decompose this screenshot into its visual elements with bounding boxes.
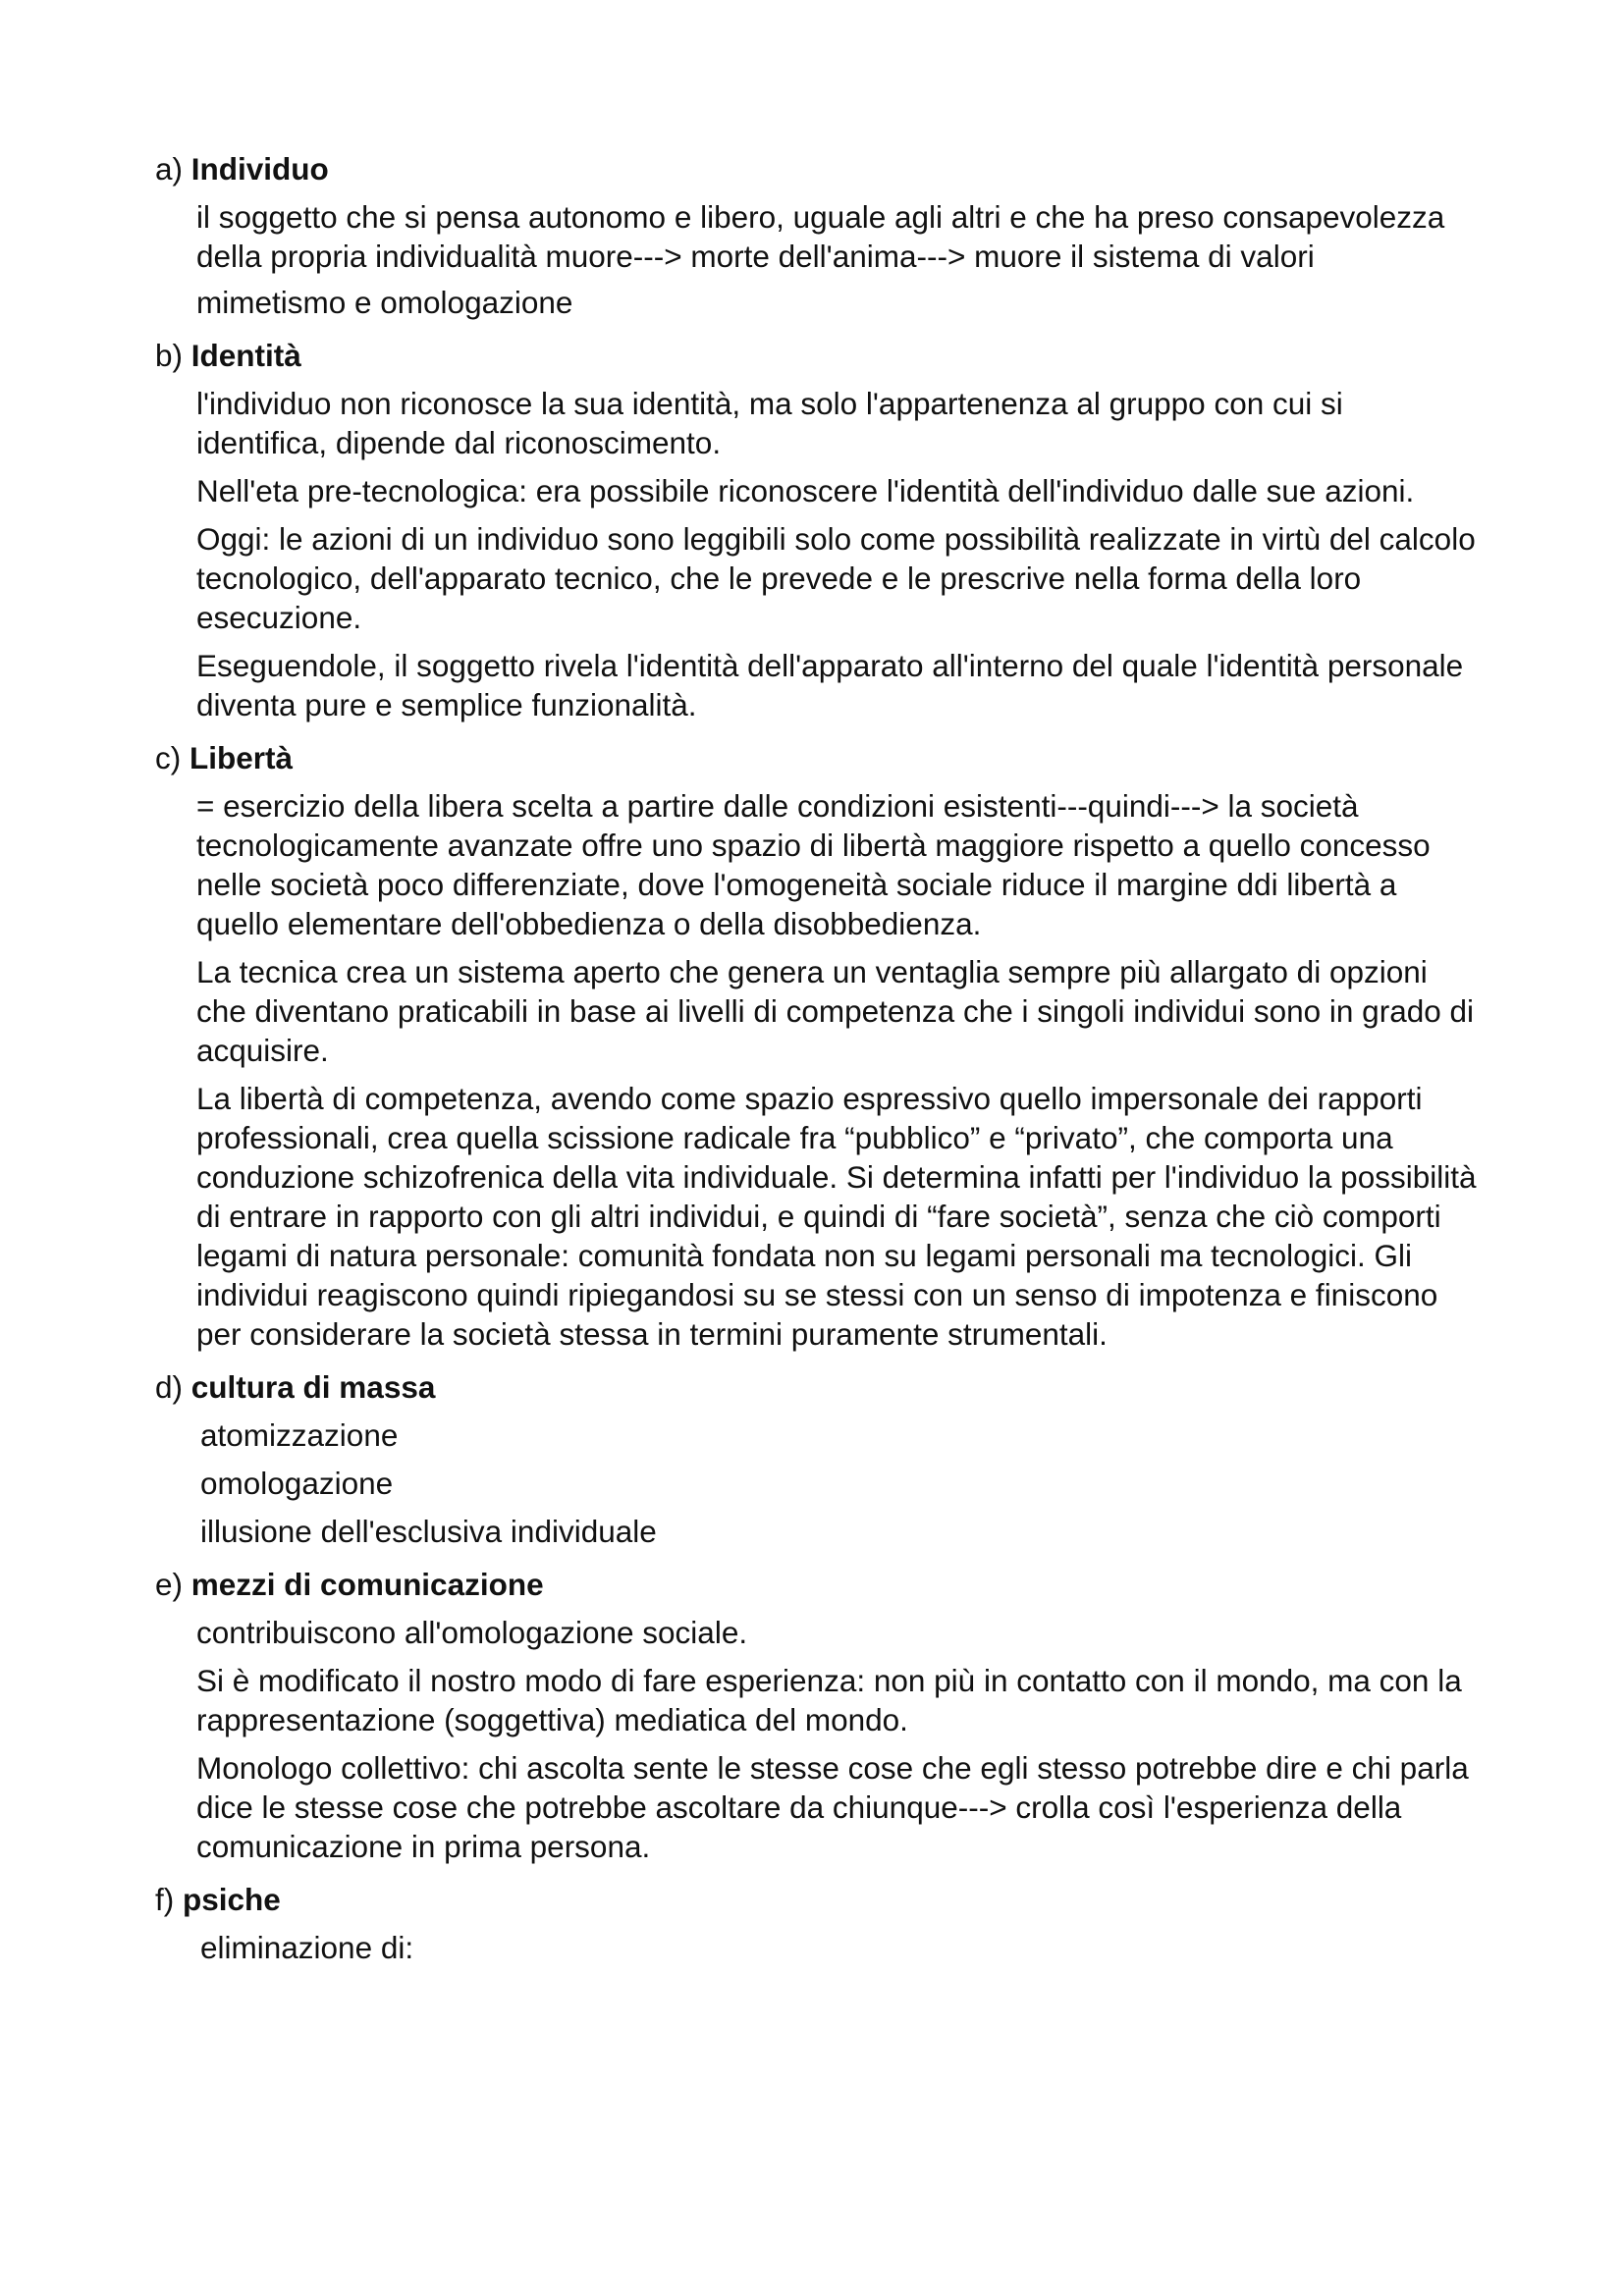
section-letter: c) (155, 740, 182, 775)
section-title: Identità (190, 338, 301, 373)
paragraph: Eseguendole, il soggetto rivela l'identità dell'apparato all'interno del quale l'identità personale diventa pure e semplice funzionalità. (196, 648, 1464, 722)
section-liberta (155, 738, 1481, 1354)
section-letter: e) (155, 1567, 184, 1602)
list-item: illusione dell'esclusiva individuale (200, 1514, 657, 1549)
section-heading (155, 1367, 1481, 1407)
paragraph: La tecnica crea un sistema aperto che genera un ventaglia sempre più allargato di opzioni che diventano praticabili in base ai livelli di competenza che i singoli individui sono in grado di acquisire. (196, 954, 1475, 1068)
section-heading (155, 336, 1481, 375)
section-title: Individuo (190, 151, 329, 187)
paragraph: = esercizio della libera scelta a partire dalle condizioni esistenti---quindi---> la società tecnologicamente avanzate offre uno spazio di libertà maggiore rispetto a quello concesso nelle società poco differenziate, dove l'omogeneità sociale riduce il margine ddi libertà a quello elementare dell'obbedienza o della disobbedienza. (196, 788, 1431, 941)
section-letter: d) (155, 1369, 184, 1405)
section-title: cultura di massa (190, 1369, 436, 1405)
paragraph: eliminazione di: (200, 1930, 414, 1965)
section-title: Libertà (189, 740, 294, 775)
section-letter: f) (155, 1882, 175, 1917)
section-individuo (155, 149, 1481, 322)
section-mezzi-di-comunicazione (155, 1565, 1481, 1866)
document-body (155, 149, 1481, 1981)
paragraph: Monologo collettivo: chi ascolta sente le stesse cose che egli stesso potrebbe dire e chi parla dice le stesse cose che potrebbe ascoltare da chiunque---> crolla così l'esperienza della comunicazione in prima persona. (196, 1750, 1469, 1864)
paragraph: il soggetto che si pensa autonomo e libero, uguale agli altri e che ha preso consapevolezza della propria individualità muore---> morte dell'anima---> muore il sistema di valori (196, 199, 1445, 274)
section-title: psiche (183, 1882, 281, 1917)
paragraph: Si è modificato il nostro modo di fare esperienza: non più in contatto con il mondo, ma con la rappresentazione (soggettiva) mediatica del mondo. (196, 1663, 1462, 1737)
section-heading (155, 149, 1481, 188)
section-heading (155, 1565, 1481, 1604)
paragraph: contribuiscono all'omologazione sociale. (196, 1615, 748, 1650)
section-letter: b) (155, 338, 184, 373)
list-item: atomizzazione (200, 1417, 399, 1453)
section-letter: a) (155, 151, 184, 187)
section-psiche (155, 1880, 1481, 1967)
paragraph: Nell'eta pre-tecnologica: era possibile riconoscere l'identità dell'individuo dalle sue azioni. (196, 473, 1415, 508)
section-cultura-di-massa (155, 1367, 1481, 1551)
section-heading (155, 738, 1481, 777)
list-item: omologazione (200, 1466, 394, 1501)
section-heading (155, 1880, 1481, 1919)
section-title: mezzi di comunicazione (190, 1567, 544, 1602)
paragraph: l'individuo non riconosce la sua identità, ma solo l'appartenenza al gruppo con cui si identifica, dipende dal riconoscimento. (196, 386, 1343, 460)
section-identita (155, 336, 1481, 724)
paragraph: Oggi: le azioni di un individuo sono leggibili solo come possibilità realizzate in virtù del calcolo tecnologico, dell'apparato tecnico, che le prevede e le prescrive nella forma della loro esecuzione. (196, 521, 1476, 635)
paragraph: mimetismo e omologazione (196, 285, 573, 320)
paragraph: La libertà di competenza, avendo come spazio espressivo quello impersonale dei rapporti professionali, crea quella scissione radicale fra “pubblico” e “privato”, che comporta una conduzione schizofrenica della vita individuale. Si determina infatti per l'individuo la possibilità di entrare in rapporto con gli altri individui, e quindi di “fare società”, senza che ciò comporti legami di natura personale: comunità fondata non su legami personali ma tecnologici. Gli individui reagiscono quindi ripiegandosi su se stessi con un senso di impotenza e finiscono per considerare la società stessa in termini puramente strumentali. (196, 1081, 1477, 1352)
